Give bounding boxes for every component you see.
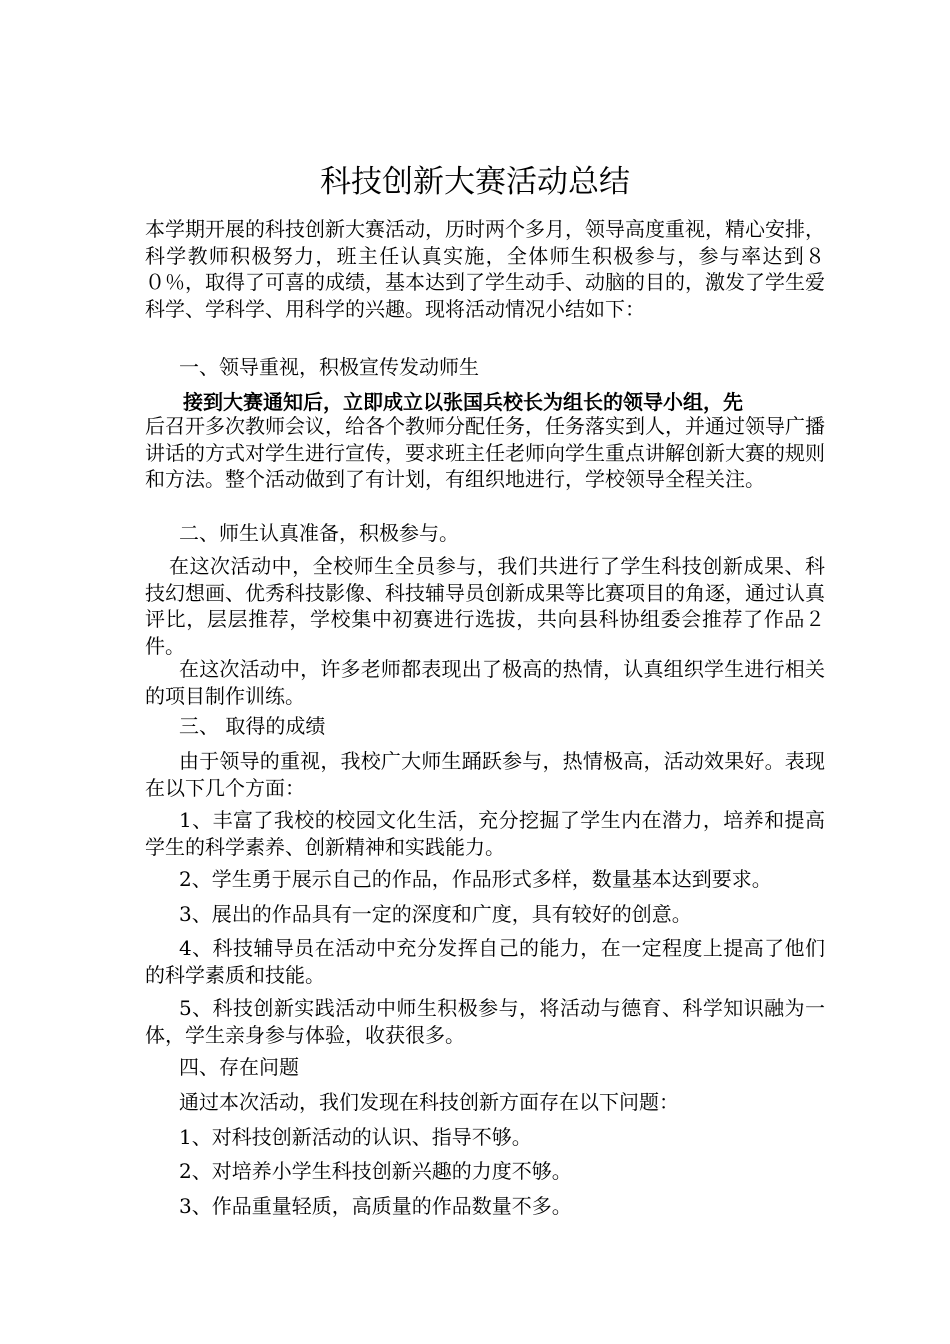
section-3-paragraph: 由于领导的重视，我校广大师生踊跃参与，热情极高，活动效果好。表现在以下几个方面： xyxy=(145,749,825,800)
problem-item-2: 2、对培养小学生科技创新兴趣的力度不够。 xyxy=(179,1159,572,1183)
achievement-item-2: 2、学生勇于展示自己的作品，作品形式多样，数量基本达到要求。 xyxy=(179,867,772,891)
section-2-paragraph-1: 在这次活动中，全校师生全员参与，我们共进行了学生科技创新成果、科技幻想画、优秀科技影像、科技辅导员创新成果等比赛项目的角逐，通过认真评比，层层推荐，学校集中初赛进行选拔，共向县科协组委会推荐了作品２件。 xyxy=(145,554,825,658)
document-title: 科技创新大赛活动总结 xyxy=(320,164,630,200)
section-heading-4: 四、存在问题 xyxy=(179,1055,299,1079)
section-2-paragraph-2: 在这次活动中，许多老师都表现出了极高的热情，认真组织学生进行相关的项目制作训练。 xyxy=(145,657,825,708)
section-4-paragraph: 通过本次活动，我们发现在科技创新方面存在以下问题： xyxy=(179,1090,679,1114)
problem-item-1: 1、对科技创新活动的认识、指导不够。 xyxy=(179,1125,532,1149)
achievement-item-4: 4、科技辅导员在活动中充分发挥自己的能力，在一定程度上提高了他们的科学素质和技能。 xyxy=(145,936,825,987)
section-1-paragraph: 后召开多次教师会议，给各个教师分配任务，任务落实到人，并通过领导广播讲话的方式对学生进行宣传，要求班主任老师向学生重点讲解创新大赛的规则和方法。整个活动做到了有计划，有组织地进行，学校领导全程关注。 xyxy=(145,414,825,491)
achievement-item-1: 1、丰富了我校的校园文化生活，充分挖掘了学生内在潜力，培养和提高学生的科学素养、创新精神和实践能力。 xyxy=(145,808,825,859)
section-heading-3: 三、 取得的成绩 xyxy=(179,714,326,738)
achievement-item-5: 5、科技创新实践活动中师生积极参与，将活动与德育、科学知识融为一体，学生亲身参与体验，收获很多。 xyxy=(145,996,825,1047)
achievement-item-3: 3、展出的作品具有一定的深度和广度，具有较好的创意。 xyxy=(179,902,692,926)
section-1-paragraph-bold: 接到大赛通知后，立即成立以张国兵校长为组长的领导小组，先 xyxy=(183,390,743,414)
section-heading-1: 一、领导重视，积极宣传发动师生 xyxy=(179,355,479,379)
intro-paragraph: 本学期开展的科技创新大赛活动，历时两个多月，领导高度重视，精心安排，科学教师积极努力，班主任认真实施，全体师生积极参与，参与率达到８０％，取得了可喜的成绩，基本达到了学生动手、动脑的目的，激发了学生爱科学、学科学、用科学的兴趣。现将活动情况小结如下： xyxy=(145,217,825,321)
problem-item-3: 3、作品重量轻质，高质量的作品数量不多。 xyxy=(179,1194,572,1218)
section-heading-2: 二、师生认真准备，积极参与。 xyxy=(179,521,459,545)
